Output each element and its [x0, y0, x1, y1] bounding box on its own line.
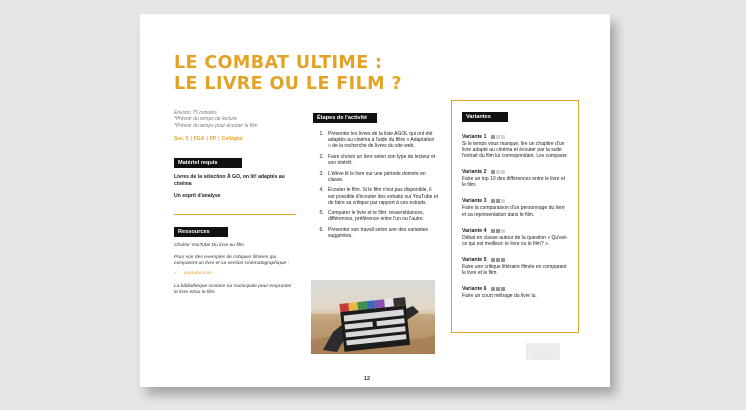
variante-text: Faire une critique littéraire filmée en comparant le livre et le film. — [462, 263, 567, 276]
tag: FGA — [193, 136, 205, 143]
clapperboard-illustration — [311, 280, 435, 354]
a-go-on-lit-logo — [526, 343, 560, 360]
variante-text: Faire un top 10 des différences entre le livre et le film. — [462, 176, 566, 189]
variante-item — [462, 198, 568, 217]
difficulty-dots — [491, 287, 505, 291]
ressources-heading: Ressources — [174, 227, 228, 237]
library-text: La bibliothèque scolaire ou municipale pour emprunter le livre et/ou le film. — [174, 283, 292, 295]
difficulty-dots — [491, 199, 505, 203]
divider — [174, 214, 296, 215]
activity-meta — [174, 110, 296, 129]
youtube-link[interactable]: • youtube.com — [184, 271, 296, 277]
variante-item — [462, 134, 568, 159]
variante-label: Variante 2 — [462, 169, 487, 176]
listening-time-note: *Prévoir du temps pour écouter le film — [174, 122, 258, 129]
tag: FP — [209, 136, 217, 143]
variantes-box — [451, 100, 579, 333]
left-column — [174, 110, 296, 296]
materiel-section — [174, 158, 296, 200]
variante-label: Variante 4 — [462, 227, 487, 234]
variante-label: Variante 1 — [462, 134, 487, 140]
title-line-2: LE LIVRE OU LE FILM ? — [174, 74, 402, 94]
variante-item — [462, 228, 568, 247]
document-page — [140, 14, 610, 387]
step-item: 4. Écouter le film. Si le film n'est pas disponible, il est possible d'écouter des extraits sur YouTube et de faire sa critique par rapport à ces extraits. — [325, 187, 438, 205]
reading-time-note: *Prévoir du temps de lecture — [174, 116, 238, 123]
difficulty-dots — [491, 135, 505, 139]
step-item: 5. Comparer le livre et le film: ressemblances, différences, préférence entre l'un ou l'autre. — [325, 210, 438, 222]
clapperboard-photo — [311, 280, 435, 354]
tag: Sec. 5 — [174, 136, 189, 143]
difficulty-dots — [491, 258, 505, 262]
difficulty-dots — [491, 229, 505, 233]
page-number: 12 — [364, 376, 371, 382]
step-item: 6. Présenter son travail selon une des variantes suggérées. — [325, 227, 438, 239]
link-list — [174, 271, 296, 277]
materiel-item: Un esprit d'analyse — [174, 193, 221, 200]
logo-line-2: ON LIT! — [533, 352, 553, 358]
tag: Collégial — [221, 136, 243, 143]
etapes-heading: Étapes de l'activité — [313, 113, 377, 123]
variantes-heading: Variantes — [462, 112, 508, 122]
youtube-channel-text: Chaîne YouTube Du livre au film — [174, 242, 244, 248]
step-item: 3. L'élève lit le livre sur une période donnée en classe. — [325, 171, 438, 183]
steps-list — [313, 131, 438, 239]
variante-text: Si le temps vous manque, lire un chapitre d'un livre adapté au cinéma et écouter par la suite l'extrait du film lui correspondant. Les comparer. — [462, 141, 569, 160]
materiel-item: Livres de la sélection À GO, on lit! adaptés au cinéma — [174, 174, 285, 187]
variante-label: Variante 3 — [462, 198, 487, 205]
step-item: 2. Faire choisir un livre selon son type de lecteur et son intérêt. — [325, 154, 438, 166]
variante-text: Faire la comparaison d'un personnage du livre et sa représentation dans le film. — [462, 205, 565, 218]
variante-item — [462, 286, 568, 299]
variante-text: Débat en classe autour de la question « Qu'est-ce qui est meilleur: le livre ou le film? ». — [462, 234, 568, 247]
variante-item — [462, 257, 568, 276]
duration-text: Environ 75 minutes — [174, 110, 217, 116]
ressources-section — [174, 227, 296, 296]
page-title — [174, 53, 402, 95]
difficulty-dots — [491, 170, 505, 174]
variante-item — [462, 169, 568, 188]
step-item: 1. Présenter les livres de la liste AGOL qui ont été adaptés au cinéma à l'aide du filtre « Adaptation » de la recherche de livres du site web. — [325, 131, 438, 149]
level-tags: Sec. 5 | FGA | FP | Collégial — [174, 136, 243, 143]
variante-text: Faire un court métrage du livre lu. — [462, 293, 537, 300]
logo-line-1: À GO — [533, 345, 553, 352]
middle-column — [313, 113, 438, 244]
materiel-heading: Matériel requis — [174, 158, 242, 168]
variante-label: Variante 5 — [462, 256, 487, 263]
examples-text: Pour voir des exemples de critiques filmées qui comparent un livre et sa version cinématographique : — [174, 254, 289, 267]
variante-label: Variante 6 — [462, 286, 487, 293]
title-line-1: LE COMBAT ULTIME : — [174, 53, 383, 73]
